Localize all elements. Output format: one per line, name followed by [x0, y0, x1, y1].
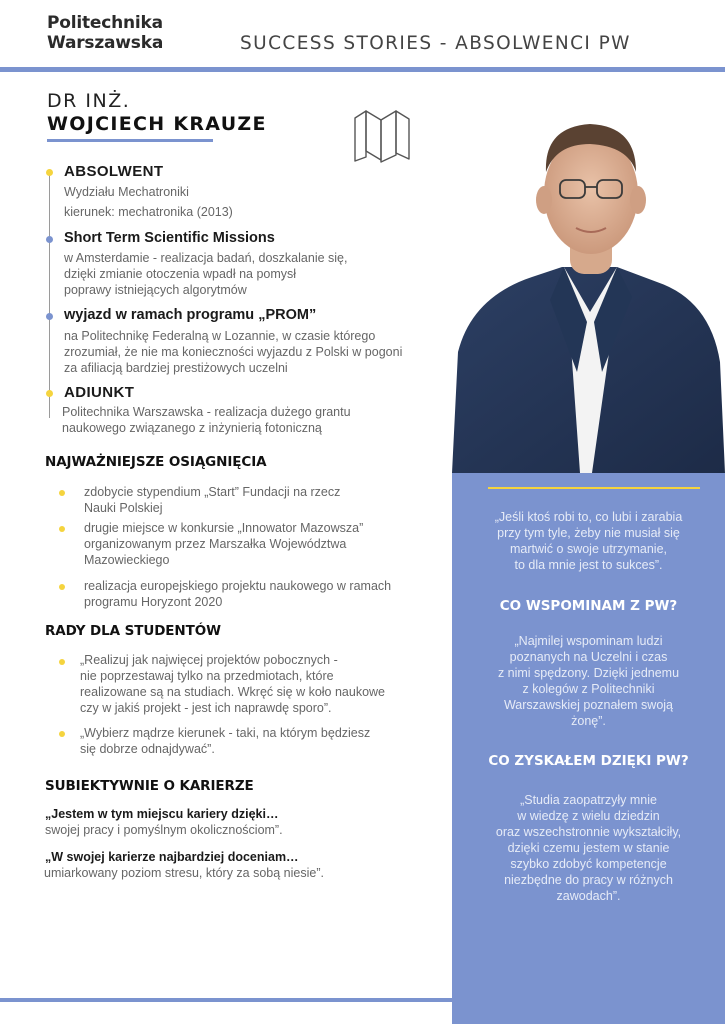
timeline-text: Wydziału Mechatroniki [64, 185, 189, 199]
advice-text: realizowane są na studiach. Wkręć się w koło naukowe [80, 685, 386, 699]
achievement-bullet [59, 584, 65, 590]
career-quote-rest: umiarkowany poziom stresu, który za sobą niesie”. [44, 866, 324, 880]
timeline-title-absolwent: ABSOLWENT [64, 163, 164, 180]
timeline-text: zrozumiał, że nie ma konieczności wyjazdu z Polski w pogoni [64, 345, 403, 359]
timeline-title-adiunkt: ADIUNKT [64, 384, 135, 401]
timeline-dot-stsm [46, 236, 53, 243]
achievement-text: organizowanym przez Marszałka Województwa [84, 537, 347, 551]
person-name: WOJCIECH KRAUZE [47, 113, 267, 135]
memories-heading: CO WSPOMINAM Z PW? [499, 598, 678, 614]
faculty-monogram-icon [352, 108, 412, 164]
gains-heading: CO ZYSKAŁEM DZIĘKI PW? [488, 753, 689, 769]
person-title-prefix: DR INŻ. [47, 90, 131, 112]
achievement-text: realizacja europejskiego projektu naukowego w ramach [84, 579, 392, 593]
achievement-text: Mazowieckiego [84, 553, 170, 567]
advice-text: czy w jakiś projekt - jest ich naprawdę sporo”. [80, 701, 332, 715]
success-quote: „Jeśli ktoś robi to, co lubi i zarabia przy tym tyle, żeby nie musiał się martwić o swoje utrzymanie, to dla mnie jest to sukces”. [494, 510, 683, 572]
timeline-text: poprawy istniejących algorytmów [64, 283, 247, 297]
timeline-text: w Amsterdamie - realizacja badań, doszkalanie się, [64, 251, 348, 265]
page-header-title: SUCCESS STORIES - ABSOLWENCI PW [240, 33, 631, 54]
timeline-text: Politechnika Warszawska - realizacja dużego grantu [62, 405, 351, 419]
logo-line-1: Politechnika [47, 13, 163, 33]
advice-heading: RADY DLA STUDENTÓW [45, 623, 221, 639]
university-logo [47, 13, 163, 53]
advice-text: „Wybierz mądrze kierunek - taki, na którym będziesz [80, 726, 371, 740]
gains-text: „Studia zaopatrzyły mnie w wiedzę z wielu dziedzin oraz wszechstronnie wykształciły, dzięki czemu jestem w stanie szybko zdobyć kompetencje niezbędne do pracy w różnych zawodach”. [495, 793, 682, 903]
advice-bullet [59, 731, 65, 737]
advice-text: nie poprzestawaj tylko na przedmiotach, które [80, 669, 334, 683]
advice-bullet [59, 659, 65, 665]
memories-text: „Najmilej wspominam ludzi poznanych na Uczelni i czas z nimi spędzony. Dzięki jednemu z kolegów z Politechniki Warszawskiej poznałem swoją żonę”. [497, 634, 680, 728]
timeline-text: dzięki zmianie otoczenia wpadł na pomysł [64, 267, 297, 281]
advice-text: „Realizuj jak najwięcej projektów pobocznych - [80, 653, 338, 667]
timeline-dot-adiunkt [46, 390, 53, 397]
timeline-dot-absolwent [46, 169, 53, 176]
achievement-text: Nauki Polskiej [84, 501, 163, 515]
career-quote-lead: „W swojej karierze najbardziej doceniam… [45, 850, 299, 864]
timeline-title-stsm: Short Term Scientific Missions [64, 230, 275, 246]
career-quote-rest: swojej pracy i pomyślnym okolicznościom”. [45, 823, 283, 837]
panel-accent-line [488, 487, 700, 489]
timeline-text: naukowego związanego z inżynierią fotoniczną [62, 421, 322, 435]
career-heading: SUBIEKTYWNIE O KARIERZE [45, 778, 254, 794]
career-quote-lead: „Jestem w tym miejscu kariery dzięki… [45, 807, 279, 821]
achievement-bullet [59, 526, 65, 532]
achievement-text: zdobycie stypendium „Start” Fundacji na rzecz [84, 485, 341, 499]
advice-text: się dobrze odnajdywać”. [80, 742, 215, 756]
timeline-text: kierunek: mechatronika (2013) [64, 205, 233, 219]
bottom-divider [0, 998, 725, 1002]
name-underline [47, 139, 213, 142]
achievements-heading: NAJWAŻNIEJSZE OSIĄGNIĘCIA [45, 454, 267, 470]
timeline-text: za afiliacją bardziej prestiżowych uczelni [64, 361, 288, 375]
achievement-text: drugie miejsce w konkursie „Innowator Mazowsza” [84, 521, 364, 535]
timeline-dot-prom [46, 313, 53, 320]
timeline-text: na Politechnikę Federalną w Lozannie, w czasie którego [64, 329, 376, 343]
timeline-line [49, 170, 50, 418]
portrait-photo [452, 72, 725, 473]
achievement-bullet [59, 490, 65, 496]
achievement-text: programu Horyzont 2020 [84, 595, 223, 609]
logo-line-2: Warszawska [47, 33, 164, 53]
timeline-title-prom: wyjazd w ramach programu „PROM” [64, 307, 317, 323]
